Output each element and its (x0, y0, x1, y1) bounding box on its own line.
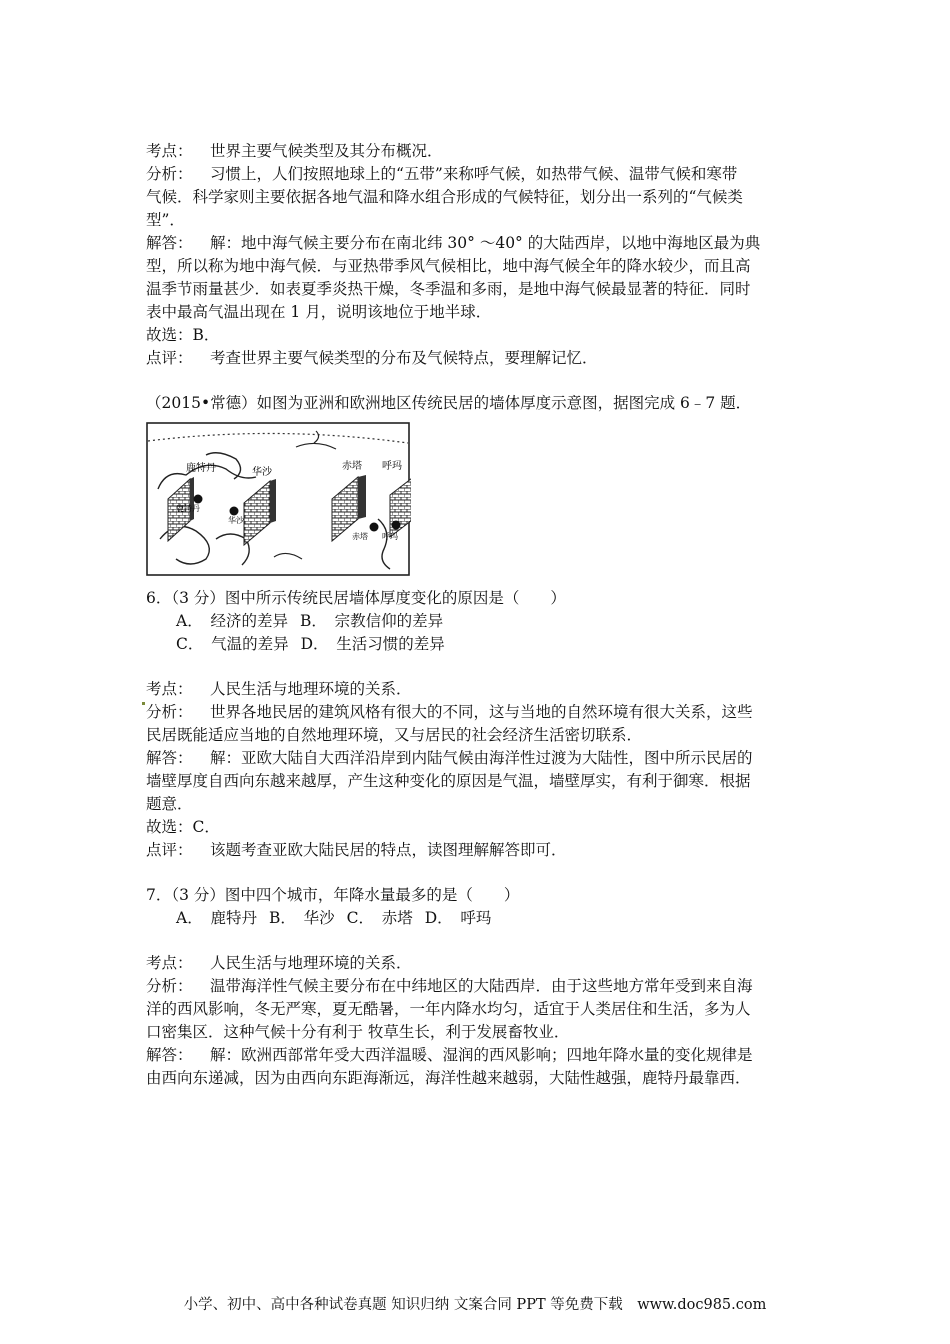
city-dot-chita (370, 523, 379, 532)
document-page (146, 140, 816, 1090)
page-footer: 小学、初中、高中各种试卷真题 知识归纳 文案合同 PPT 等免费下载 www.doc985.com (183, 1297, 767, 1313)
jieda-text: 解：欧洲西部常年受大西洋温暖、湿润的西风影响；四地年降水量的变化规律是 (210, 1046, 753, 1064)
jieda-text-line: 墙壁厚度自西向东越来越厚，产生这种变化的原因是气温，墙壁厚实，有利于御寒．根据 (146, 772, 751, 790)
fenxi-text-line: 型”． (146, 211, 185, 229)
question-7 (146, 884, 816, 1090)
jieda-text-line: 题意． (146, 795, 193, 813)
fenxi-text-line: 洋的西风影响，冬无严寒，夏无酷暑，一年内降水均匀，适宜于人类居住和生活，多为人 (146, 1000, 751, 1018)
stray-mark (142, 702, 145, 705)
city-dot-warsaw (230, 507, 239, 516)
fenxi-text: 习惯上，人们按照地球上的“五带”来称呼气候，如热带气候、温带气候和寒带 (210, 165, 738, 183)
kaodian-text: 人民生活与地理环境的关系． (210, 680, 412, 698)
answer-text: 故选：C． (146, 818, 220, 836)
dianping-label: 点评： (146, 349, 193, 367)
fenxi-text-line: 口密集区．这种气候十分有利于 牧草生长，利于发展畜牧业． (146, 1023, 570, 1041)
q7-option-a: A． 鹿特丹 (176, 909, 257, 927)
question-6 (146, 587, 816, 862)
jieda-text-line: 型，所以称为地中海气候．与亚热带季风气候相比，地中海气候全年的降水较少，而且高 (146, 257, 751, 275)
q7-option-c: C． 赤塔 (346, 909, 413, 927)
kaodian-text: 人民生活与地理环境的关系． (210, 954, 412, 972)
intro-text: （2015•常德）如图为亚洲和欧洲地区传统民居的墙体厚度示意图，据图完成 6﹣7 题． (146, 394, 752, 412)
map-label-rotterdam: 鹿特丹 (186, 463, 216, 474)
fenxi-text-line: 气候．科学家则主要依据各地气温和降水组合形成的气候特征，划分出一系列的“气候类 (146, 188, 743, 206)
dianping-text: 考查世界主要气候类型的分布及气候特点，要理解记忆． (210, 349, 598, 367)
fenxi-text: 温带海洋性气候主要分布在中纬地区的大陆西岸．由于这些地方常年受到来自海 (210, 977, 753, 995)
q7-option-d: D． 呼玛 (424, 909, 492, 927)
q6-option-a: A． 经济的差异 (176, 612, 288, 630)
q6-option-d: D． 生活习惯的差异 (300, 635, 445, 653)
jieda-text: 解：地中海气候主要分布在南北纬 30° ～40° 的大陆西岸，以地中海地区最为典 (210, 234, 761, 252)
jieda-label: 解答： (146, 749, 193, 767)
map-dotlabel-chita: 赤塔 (352, 532, 368, 541)
map-dotlabel-warsaw: 华沙 (228, 516, 244, 525)
jieda-text-line: 温季节雨量甚少．如表夏季炎热干燥，冬季温和多雨，是地中海气候最显著的特征．同时 (146, 280, 751, 298)
q5-analysis (146, 140, 816, 370)
fenxi-text-line: 民居既能适应当地的自然地理环境，又与居民的社会经济生活密切联系． (146, 726, 643, 744)
kaodian-label: 考点： (146, 954, 193, 972)
q7-stem: 7．（3 分）图中四个城市，年降水量最多的是（ ） (146, 886, 520, 904)
map-dotlabel-huma: 呼玛 (382, 532, 398, 541)
wall-thickness-map (146, 419, 411, 577)
q6-option-b: B． 宗教信仰的差异 (299, 612, 444, 630)
city-dot-rotterdam (194, 495, 203, 504)
kaodian-label: 考点： (146, 142, 193, 160)
city-dot-huma (392, 521, 401, 530)
dianping-label: 点评： (146, 841, 193, 859)
q6-stem: 6．（3 分）图中所示传统民居墙体厚度变化的原因是（ ） (146, 589, 566, 607)
map-label-chita: 赤塔 (342, 461, 362, 472)
q7-option-b: B． 华沙 (268, 909, 335, 927)
fenxi-label: 分析： (146, 703, 193, 721)
fenxi-text: 世界各地民居的建筑风格有很大的不同，这与当地的自然环境有很大关系，这些 (210, 703, 753, 721)
jieda-text-line: 由西向东递减，因为由西向东距海渐远，海洋性越来越弱，大陆性越强，鹿特丹最靠西． (146, 1069, 751, 1087)
dianping-text: 该题考查亚欧大陆民居的特点，读图理解解答即可． (210, 841, 567, 859)
fenxi-label: 分析： (146, 165, 193, 183)
jieda-text: 解：亚欧大陆自大西洋沿岸到内陆气候由海洋性过渡为大陆性，图中所示民居的 (210, 749, 753, 767)
map-label-warsaw: 华沙 (252, 467, 272, 478)
q6-option-c: C． 气温的差异 (176, 635, 289, 653)
answer-text: 故选：B． (146, 326, 220, 344)
kaodian-text: 世界主要气候类型及其分布概况． (210, 142, 443, 160)
map-label-huma: 呼玛 (382, 461, 402, 472)
map-dotlabel-rotterdam: 鹿特丹 (176, 504, 200, 513)
fenxi-label: 分析： (146, 977, 193, 995)
jieda-label: 解答： (146, 234, 193, 252)
kaodian-label: 考点： (146, 680, 193, 698)
jieda-label: 解答： (146, 1046, 193, 1064)
jieda-text-line: 表中最高气温出现在 1 月，说明该地位于地半球． (146, 303, 492, 321)
